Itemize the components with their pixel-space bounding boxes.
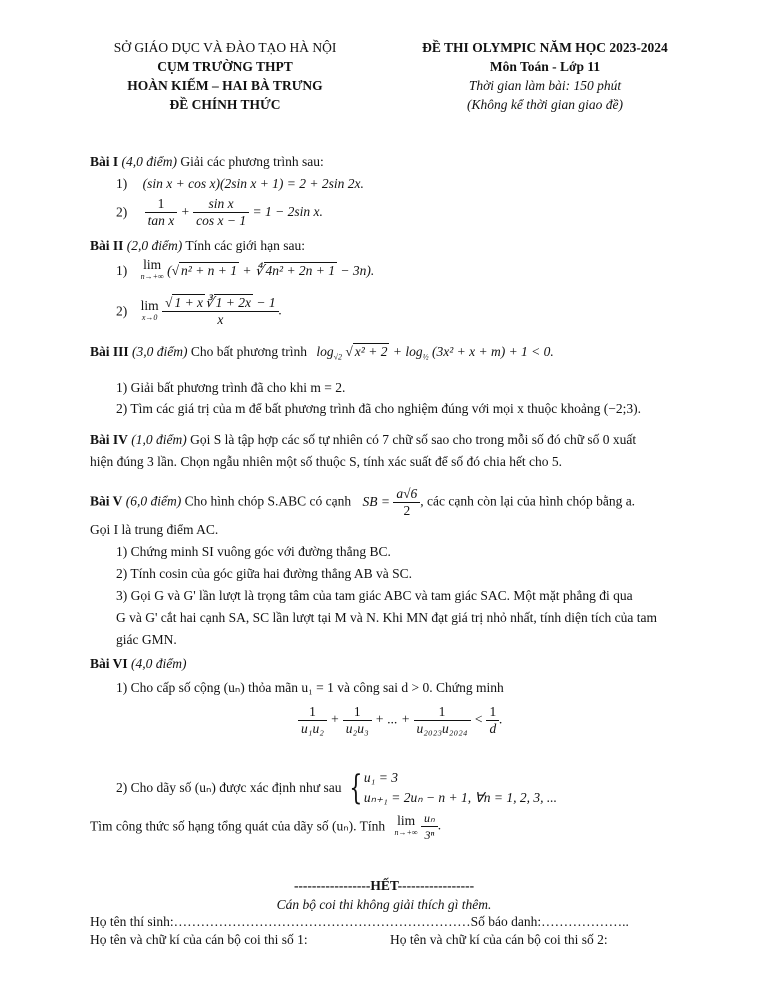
bai1-p2-label: 2) [116,204,128,220]
bai3-inequality: $\log_{√2}$ √ $x^2 + 2 + \log_{\frac{1}{2}} (3x^2 + x + m) + 1 < 0$. [316,344,554,362]
bai2-heading [90,238,305,254]
header-official: ĐỀ CHÍNH THỨC [169,97,281,112]
candidate-line: Họ tên thí sinh:…………………………………………………………Số báo danh:……………….. [90,914,629,929]
system-brace: { [349,768,363,808]
exam-title: ĐỀ THI OLYMPIC NĂM HỌC 2023-2024 [422,40,668,55]
system-line2: uₙ₊₁ = 2uₙ − n + 1, ∀n = 1, 2, 3, ... [363,790,558,805]
bai3-text: Cho bất phương trình [190,344,307,359]
bai2-title: Bài II [90,238,124,253]
bai3-heading [90,344,554,362]
bai6-p2-text: 2) Cho dãy số (uₙ) được xác định như sau [116,780,342,795]
exam-note: (Không kể thời gian giao đề) [466,97,624,112]
bai5-line2: Gọi I là trung điểm AC. [90,522,219,537]
bai5-text-a: Cho hình chóp S.ABC có cạnh [184,493,352,509]
bai5-item3-line2: G và G' cắt hai cạnh SA, SC lần lượt tại M và N. Khi MN đạt giá trị nhỏ nhất, tính diện tích của tam [116,610,658,625]
bai2-p1 [116,259,374,283]
lim-x: lim x→0 [140,297,159,322]
bai1-p1-label: 1) [116,176,128,191]
exam-subject: Môn Toán - Lớp 11 [489,59,601,74]
bai2-p2: 2) lim x→0 $\frac{√ 1 + x ∛ 1 + 2x - 1}{x}$ . [116,295,283,327]
bai3-title: Bài III [90,344,129,359]
bai6-sum: $\frac{1}{\text{u₁u₂}}$ + $\frac{1}{\text{u₂u₃}}$ + ... + $\frac{1}{\text{u₂₀₂₃u₂₀₂₄}}$ < $\frac{1}{d}$ . [298,704,503,737]
bai4-points: (1,0 điểm) [131,432,187,447]
bai6-p2 [116,768,557,808]
bai1-p2-rest: = 1 − 2sin x. [252,203,323,219]
bai4-text1: Gọi S là tập hợp các số tự nhiên có 7 chữ số sao cho trong mỗi số đó chữ số 0 xuất [190,432,637,447]
bai6-title: Bài VI [90,656,128,671]
sb-formula: SB = $\frac{a√6}{2}$ [363,494,421,509]
frac-sinx-cosx: $\frac{\text{sin x}}{\text{cos x − 1}}$ [193,196,249,229]
header-cluster: CỤM TRƯỜNG THPT [157,59,293,74]
frac-un-3n: $\frac{\text{uₙ}}{\text{3ⁿ}}$ [421,810,438,843]
bai5-item1: 1) Chứng minh SI vuông góc với đường thẳng BC. [116,544,391,559]
lim-n: lim n→+∞ [140,257,164,281]
exam-time: Thời gian làm bài: 150 phút [468,78,622,93]
system-line1: u₁ = 3 [363,770,398,785]
bai1-points: (4,0 điểm) [121,154,177,169]
bai6-p1: 1) Cho cấp số cộng (uₙ) thỏa mãn u₁ = 1 và công sai d > 0. Chứng minh [116,680,504,695]
header-dept: SỞ GIÁO DỤC VÀ ĐÀO TẠO HÀ NỘI [113,40,337,55]
bai1-p1 [116,176,364,192]
proctor-2: Họ tên và chữ kí của cán bộ coi thi số 2: [390,932,608,947]
bai5-item3-line3: giác GMN. [116,632,177,647]
bai5-item3: 3) Gọi G và G' lần lượt là trọng tâm của tam giác ABC và tam giác SAC. Một mặt phẳng đi qua [116,588,633,603]
bai1-heading [90,154,324,170]
header-left [90,38,360,114]
lim-n-sub: n→+∞ [140,272,164,281]
proctor-1: Họ tên và chữ kí của cán bộ coi thi số 1: [90,932,308,947]
footer-note: Cán bộ coi thi không giải thích gì thêm. [276,897,492,912]
header-schools: HOÀN KIẾM – HAI BÀ TRƯNG [127,78,323,93]
lim-x-frac: $\frac{√ 1 + x ∛ 1 + 2x - 1}{x}$ [162,295,279,328]
bai2-p2-label: 2) [116,303,128,319]
bai3-item1: 1) Giải bất phương trình đã cho khi m = 2. [116,380,346,395]
bai1-p1-eq: (sin x + cos x)(2sin x + 1) = 2 + 2sin 2x. [142,176,364,191]
bai3-points: (3,0 điểm) [132,344,188,359]
bai5-title: Bài V [90,493,123,509]
bai2-text: Tính các giới hạn sau: [185,238,305,253]
bai4-line1 [90,432,636,448]
bai6-final-text: Tìm công thức số hạng tổng quát của dãy số (uₙ). Tính [90,818,386,834]
bai3-item2: 2) Tìm các giá trị của m để bất phương trình đã cho nghiệm đúng với mọi x thuộc khoảng (−2;3). [116,401,641,416]
bai1-p2: 2) $\frac{1}{\text{tan x}}$ + $\frac{\text{sin x}}{\text{cos x − 1}}$ = 1 − 2sin x. [116,196,323,228]
lim-x-sub: x→0 [141,312,158,322]
system-lines [364,768,557,808]
bai4-title: Bài IV [90,432,128,447]
lim-n-expr: (√ n² + n + 1 + ∜ 4n² + 2n + 1 − 3n). [167,263,375,278]
bai1-title: Bài I [90,154,119,169]
lim-un: lim n→+∞ [394,812,418,837]
bai6-points: (4,0 điểm) [131,656,187,671]
bai2-points: (2,0 điểm) [126,238,183,253]
bai5-item2: 2) Tính cosin của góc giữa hai đường thẳng AB và SC. [116,566,412,581]
bai5-text-b: , các cạnh còn lại của hình chóp bằng a. [420,493,636,509]
bai6-final: Tìm công thức số hạng tổng quát của dãy số (uₙ). Tính lim n→+∞ $\frac{\text{uₙ}}{\text{3ⁿ}}$ . [90,811,442,842]
header-right [400,38,690,114]
bai5-line1 [90,486,635,519]
bai1-text: Giải các phương trình sau: [180,154,324,169]
bai4-line2: hiện đúng 3 lần. Chọn ngẫu nhiên một số thuộc S, tính xác suất để số đó chia hết cho 5. [90,454,563,469]
bai2-p1-label: 1) [116,263,128,278]
frac-1-tanx: $\frac{1}{\text{tan x}}$ [145,196,178,229]
bai5-points: (6,0 điểm) [125,493,182,509]
bai6-heading [90,656,187,672]
end-marker: -----------------HẾT----------------- [293,878,475,893]
